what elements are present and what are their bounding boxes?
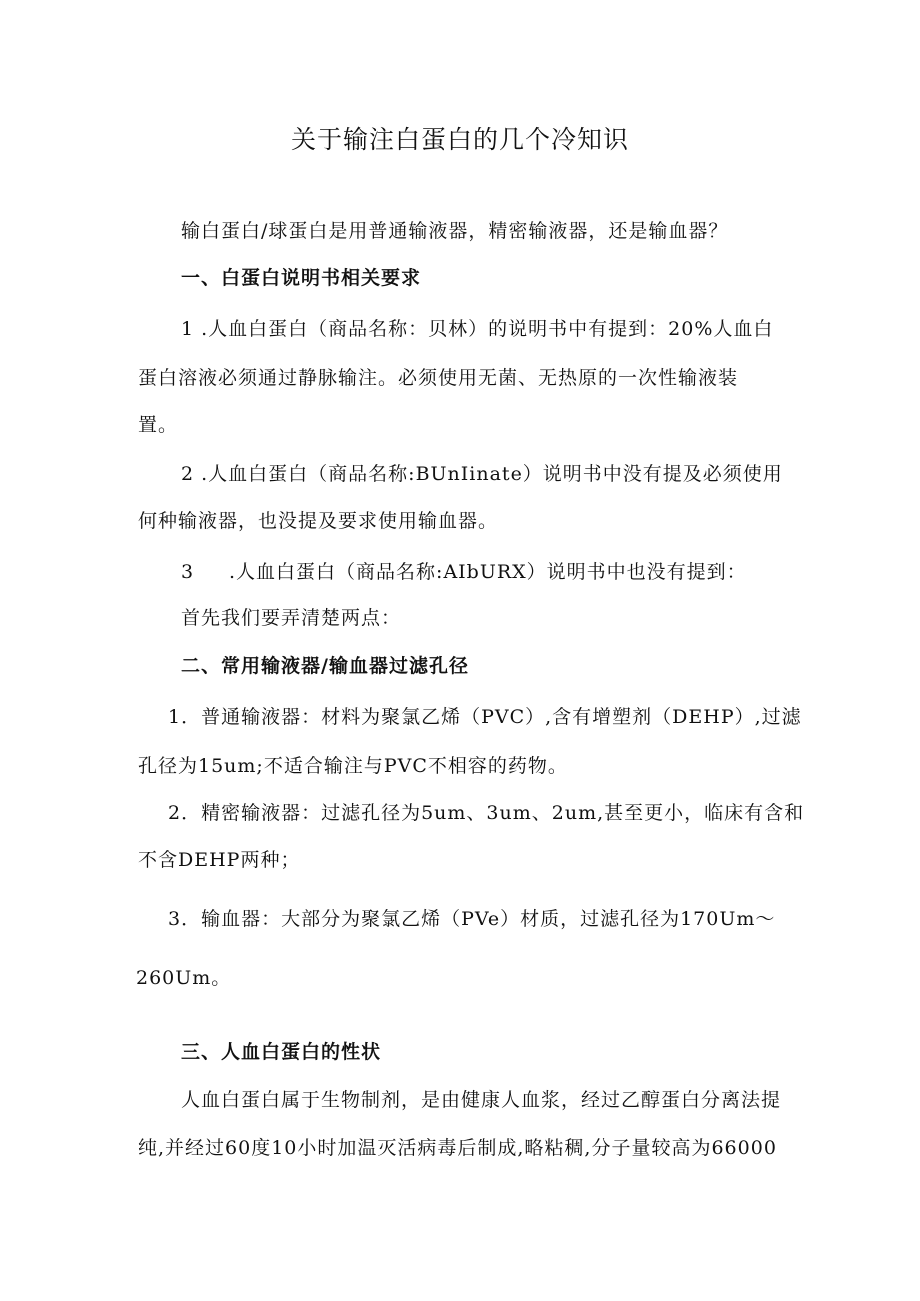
section2-item2-line2: 不含DEHP两种； [138,849,301,871]
section2-item3-line1: 3．输血器：大部分为聚氯乙烯（PVe）材质，过滤孔径为170Um～ [168,908,776,930]
section2-item2-line1: 2．精密输液器：过滤孔径为5um、3um、2um,甚至更小，临床有含和 [168,802,805,824]
section1-item3-number: 3 [181,561,195,583]
section2-item1-line1: 1．普通输液器：材料为聚氯乙烯（PVC）,含有增塑剂（DEHP）,过滤 [168,706,802,728]
intro-question: 输白蛋白/球蛋白是用普通输液器，精密输液器，还是输血器？ [181,220,729,242]
section1-item2-line1: 2 .人血白蛋白（商品名称:BUnIinate）说明书中没有提及必须使用 [181,463,783,485]
section1-item3-text: .人血白蛋白（商品名称:AIbURX）说明书中也没有提到： [229,561,747,583]
section3-para-line1: 人血白蛋白属于生物制剂，是由健康人血浆，经过乙醇蛋白分离法提 [181,1089,782,1111]
section2-item3-line2: 260Um。 [136,967,232,989]
section3-heading: 三、人血白蛋白的性状 [181,1041,382,1063]
section1-lead: 首先我们要弄清楚两点： [181,607,402,629]
section1-item1-line2: 蛋白溶液必须通过静脉输注。必须使用无菌、无热原的一次性输液装 [138,367,739,389]
section2-item1-line2: 孔径为15um;不适合输注与PVC不相容的药物。 [138,755,568,777]
section1-item1-line1: 1 .人血白蛋白（商品名称：贝林）的说明书中有提到：20%人血白 [181,318,774,340]
section3-para-line2: 纯,并经过60度10小时加温灭活病毒后制成,略粘稠,分子量较高为66000 [138,1137,777,1159]
section1-item1-line3: 置。 [138,414,179,436]
document-title: 关于输注白蛋白的几个冷知识 [290,125,629,154]
section2-heading: 二、常用输液器/输血器过滤孔径 [181,655,469,677]
section1-item2-line2: 何种输液器，也没提及要求使用输血器。 [138,510,499,532]
section1-heading: 一、白蛋白说明书相关要求 [181,267,422,289]
